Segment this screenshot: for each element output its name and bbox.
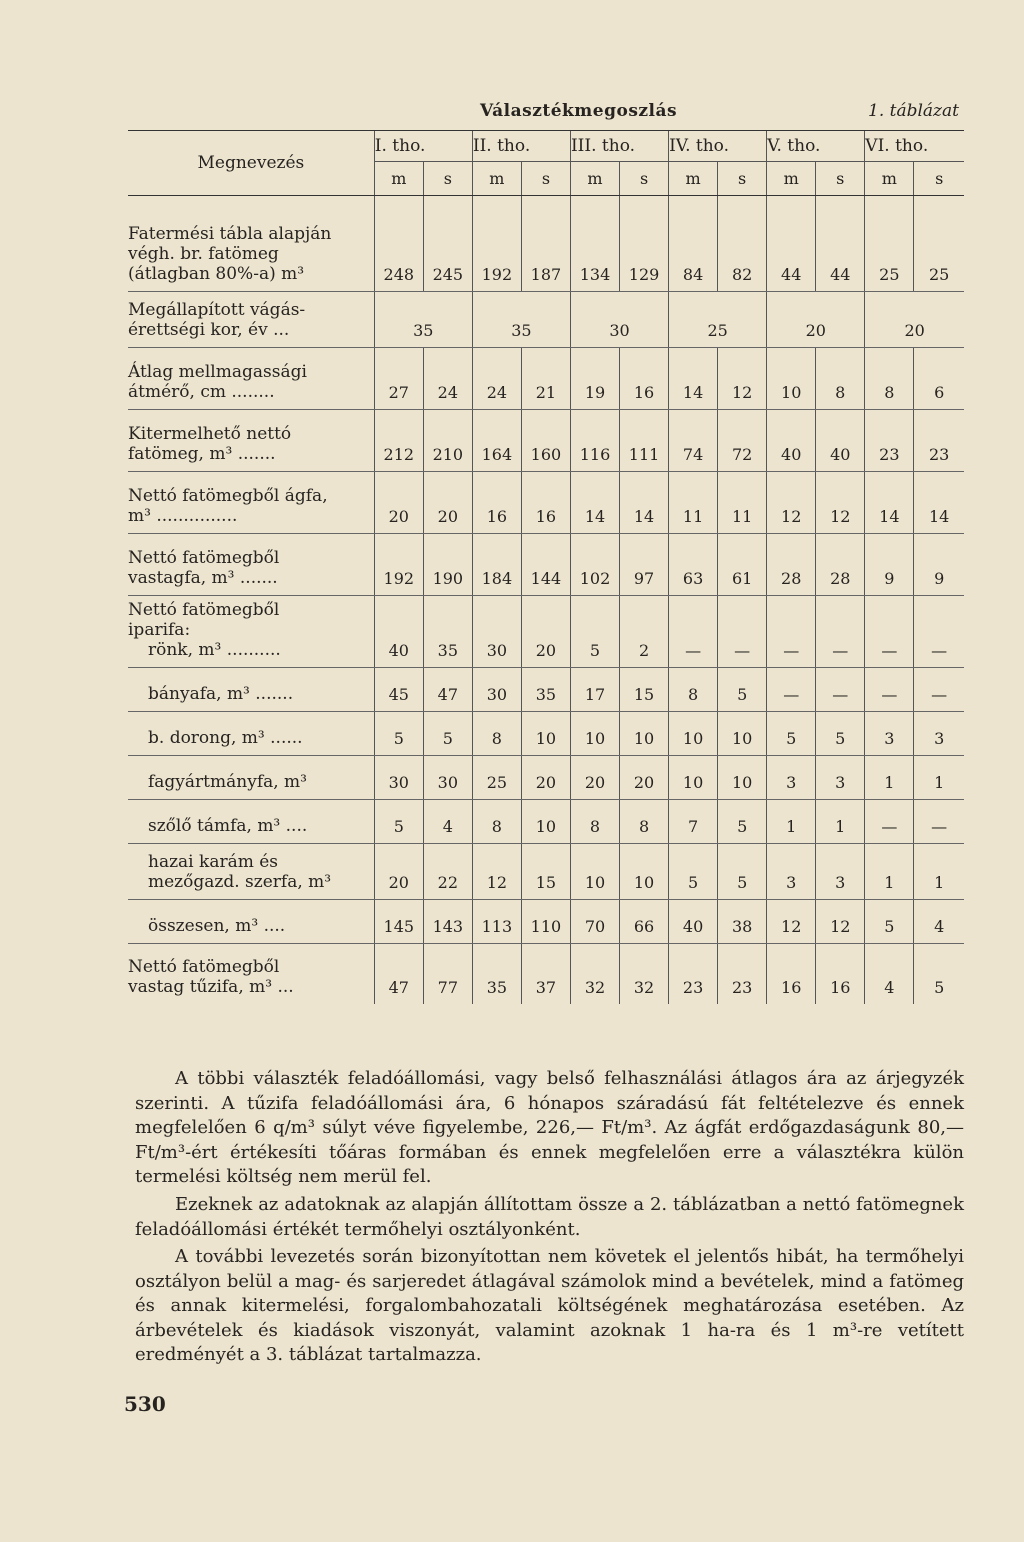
- table-cell: 12: [767, 900, 816, 944]
- class-header: III. tho.: [570, 131, 668, 162]
- table-cell: 164: [472, 410, 521, 472]
- table-cell: 1: [767, 800, 816, 844]
- table-cell: 1: [816, 800, 865, 844]
- table-row: [128, 844, 964, 900]
- table-cell: 20: [521, 596, 570, 668]
- table-cell: 23: [669, 944, 718, 1004]
- table-cell: 30: [423, 756, 472, 800]
- table-cell: 35: [521, 668, 570, 712]
- row-label: [128, 844, 374, 900]
- table-cell: 8: [669, 668, 718, 712]
- table-header: [128, 131, 964, 196]
- row-label-line: (átlagban 80%-a) m³: [128, 264, 305, 284]
- table-number-label: 1. táblázat: [868, 101, 959, 121]
- table-cell: 212: [374, 410, 423, 472]
- table-cell: 110: [521, 900, 570, 944]
- table-cell: 22: [423, 844, 472, 900]
- table-cell: 30: [472, 668, 521, 712]
- table-cell: —: [914, 800, 964, 844]
- table-cell: 97: [620, 534, 669, 596]
- table-row: [128, 800, 964, 844]
- table-cell: 102: [570, 534, 619, 596]
- table-cell: 70: [570, 900, 619, 944]
- table-cell: 9: [914, 534, 964, 596]
- table-cell: 14: [914, 472, 964, 534]
- table-cell: 14: [620, 472, 669, 534]
- table-cell: 5: [816, 712, 865, 756]
- table-cell: 32: [620, 944, 669, 1004]
- table-cell: 47: [374, 944, 423, 1004]
- name-column-header: Megnevezés: [128, 131, 374, 196]
- coppice-origin-header: s: [620, 162, 669, 196]
- seed-origin-header: m: [570, 162, 619, 196]
- table-row: [128, 472, 964, 534]
- table-cell: 9: [865, 534, 914, 596]
- row-label-line: átmérő, cm ........: [128, 382, 275, 402]
- table-cell: 1: [914, 844, 964, 900]
- table-cell: 3: [767, 844, 816, 900]
- table-title: Választékmegoszlás: [480, 101, 678, 121]
- table-cell: 12: [718, 348, 767, 410]
- table-cell: 8: [472, 712, 521, 756]
- row-label-line: végh. br. fatömeg: [128, 244, 279, 264]
- table-cell: 4: [914, 900, 964, 944]
- table-cell: 66: [620, 900, 669, 944]
- table-cell: 144: [521, 534, 570, 596]
- table-cell: 16: [472, 472, 521, 534]
- table-cell: 30: [374, 756, 423, 800]
- table-cell: 63: [669, 534, 718, 596]
- row-label-line: hazai karám és: [148, 852, 279, 872]
- table-cell: 24: [423, 348, 472, 410]
- row-label-line: Nettó fatömegből ágfa,: [128, 486, 328, 506]
- row-label: [128, 472, 374, 534]
- table-cell: 10: [620, 844, 669, 900]
- row-label: [128, 534, 374, 596]
- row-label-line: mezőgazd. szerfa, m³: [148, 872, 332, 892]
- row-label: [128, 756, 374, 800]
- row-label: [128, 410, 374, 472]
- table-row: [128, 596, 964, 668]
- table-cell: —: [767, 668, 816, 712]
- table-row: [128, 756, 964, 800]
- table-cell: 20: [865, 292, 964, 348]
- table-cell: 10: [570, 844, 619, 900]
- table-cell: 184: [472, 534, 521, 596]
- seed-origin-header: m: [669, 162, 718, 196]
- table-cell: 21: [521, 348, 570, 410]
- table-cell: 40: [669, 900, 718, 944]
- table-cell: 160: [521, 410, 570, 472]
- table-cell: 12: [816, 900, 865, 944]
- row-label: [128, 196, 374, 292]
- table-cell: 77: [423, 944, 472, 1004]
- table-cell: —: [816, 668, 865, 712]
- table-cell: 10: [718, 712, 767, 756]
- table-cell: 72: [718, 410, 767, 472]
- row-label: [128, 900, 374, 944]
- table-body: [128, 196, 964, 1004]
- row-label-line: b. dorong, m³ ......: [148, 728, 303, 748]
- table-cell: 5: [718, 668, 767, 712]
- table-cell: 20: [374, 472, 423, 534]
- row-label: [128, 668, 374, 712]
- row-label-line: Átlag mellmagassági: [128, 362, 307, 382]
- table-cell: 11: [718, 472, 767, 534]
- table-cell: 30: [472, 596, 521, 668]
- table-cell: 4: [865, 944, 914, 1004]
- table-cell: 14: [669, 348, 718, 410]
- seed-origin-header: m: [865, 162, 914, 196]
- table-cell: 113: [472, 900, 521, 944]
- table-cell: 187: [521, 196, 570, 292]
- table-cell: —: [865, 668, 914, 712]
- table-row: [128, 534, 964, 596]
- table-cell: 143: [423, 900, 472, 944]
- table-cell: 20: [423, 472, 472, 534]
- coppice-origin-header: s: [423, 162, 472, 196]
- row-label-line: Kitermelhető nettó: [128, 424, 292, 444]
- paragraph: Ezeknek az adatoknak az alapján állítottam össze a 2. táblázatban a nettó fatömegnek feladóállomási értékét termőhelyi osztályonként.: [135, 1194, 964, 1240]
- table-cell: 10: [521, 800, 570, 844]
- table-cell: 25: [914, 196, 964, 292]
- table-cell: 129: [620, 196, 669, 292]
- table-cell: 35: [374, 292, 472, 348]
- table-cell: 8: [570, 800, 619, 844]
- table-cell: 25: [472, 756, 521, 800]
- row-label: [128, 712, 374, 756]
- row-label-line: vastag tűzifa, m³ ...: [128, 976, 294, 997]
- class-header: VI. tho.: [865, 131, 964, 162]
- table-cell: 10: [521, 712, 570, 756]
- table-cell: 45: [374, 668, 423, 712]
- table-cell: 1: [865, 756, 914, 800]
- table-cell: 20: [570, 756, 619, 800]
- table-cell: 3: [865, 712, 914, 756]
- table-cell: 35: [472, 292, 570, 348]
- table-cell: 20: [767, 292, 865, 348]
- table-cell: 16: [767, 944, 816, 1004]
- table-cell: 14: [570, 472, 619, 534]
- class-header: V. tho.: [767, 131, 865, 162]
- row-label: [128, 800, 374, 844]
- table-cell: 8: [816, 348, 865, 410]
- table-cell: 8: [865, 348, 914, 410]
- table-cell: 47: [423, 668, 472, 712]
- table-cell: 8: [620, 800, 669, 844]
- table-cell: 5: [865, 900, 914, 944]
- table-cell: 5: [570, 596, 619, 668]
- table-cell: 20: [521, 756, 570, 800]
- table-cell: 10: [669, 712, 718, 756]
- table-cell: 116: [570, 410, 619, 472]
- table-cell: —: [865, 800, 914, 844]
- table-cell: 190: [423, 534, 472, 596]
- row-label-line: összesen, m³ ....: [148, 916, 286, 936]
- table-cell: 1: [865, 844, 914, 900]
- table-cell: —: [865, 596, 914, 668]
- seed-origin-header: m: [767, 162, 816, 196]
- table-cell: 12: [472, 844, 521, 900]
- table-cell: 40: [767, 410, 816, 472]
- table-cell: 82: [718, 196, 767, 292]
- row-label: [128, 944, 374, 1004]
- coppice-origin-header: s: [521, 162, 570, 196]
- table-cell: 28: [767, 534, 816, 596]
- page-number: 530: [124, 1392, 166, 1416]
- table-cell: 30: [570, 292, 668, 348]
- table-cell: 15: [521, 844, 570, 900]
- table-row: [128, 900, 964, 944]
- table-cell: 245: [423, 196, 472, 292]
- row-label-line: Fatermési tábla alapján: [128, 224, 332, 244]
- row-label-line: érettségi kor, év ...: [128, 320, 290, 340]
- table-cell: 44: [767, 196, 816, 292]
- table-cell: 23: [865, 410, 914, 472]
- table-cell: 61: [718, 534, 767, 596]
- table-cell: 210: [423, 410, 472, 472]
- table-row: [128, 712, 964, 756]
- table-cell: 2: [620, 596, 669, 668]
- table-cell: 10: [767, 348, 816, 410]
- table-cell: 5: [669, 844, 718, 900]
- table-cell: 5: [374, 712, 423, 756]
- table-cell: 10: [570, 712, 619, 756]
- row-label-line: fatömeg, m³ .......: [128, 444, 276, 464]
- table-row: [128, 292, 964, 348]
- table-cell: 145: [374, 900, 423, 944]
- table-cell: 5: [423, 712, 472, 756]
- table-cell: 17: [570, 668, 619, 712]
- table-cell: 15: [620, 668, 669, 712]
- table-cell: 5: [914, 944, 964, 1004]
- table-cell: 10: [669, 756, 718, 800]
- table-cell: 23: [718, 944, 767, 1004]
- paragraph: A többi választék feladóállomási, vagy belső felhasználási átlagos ára az árjegyzék szerinti. A tűzifa feladóállomási ára, 6 hónapos száradású fát feltételezve és ennek megfelelően 6 q/m³ súlyt véve figyelembe, 226,— Ft/m³. Az ágfát erdőgazdaságunk 80,— Ft/m³-ért értékesíti tőáras formában és ennek megfelelően erre a választékra külön termelési költség nem merül fel.: [135, 1068, 964, 1188]
- table-cell: 3: [816, 844, 865, 900]
- table-cell: 20: [374, 844, 423, 900]
- row-label-line: fagyártmányfa, m³: [148, 772, 307, 792]
- table-cell: 25: [669, 292, 767, 348]
- table-cell: 134: [570, 196, 619, 292]
- table-cell: 192: [374, 534, 423, 596]
- table-row: [128, 944, 964, 1004]
- table-cell: —: [914, 668, 964, 712]
- table-cell: 6: [914, 348, 964, 410]
- assortment-table: [128, 130, 964, 1004]
- table-cell: —: [669, 596, 718, 668]
- row-label-line: szőlő támfa, m³ ....: [148, 816, 308, 836]
- table-cell: —: [718, 596, 767, 668]
- table-cell: 35: [472, 944, 521, 1004]
- coppice-origin-header: s: [816, 162, 865, 196]
- table-cell: 11: [669, 472, 718, 534]
- row-label-line: rönk, m³ ..........: [148, 640, 281, 660]
- table-cell: 37: [521, 944, 570, 1004]
- table-cell: 74: [669, 410, 718, 472]
- row-label-line: Nettó fatömegből: [128, 548, 280, 568]
- class-header: I. tho.: [374, 131, 472, 162]
- table-cell: 14: [865, 472, 914, 534]
- table-cell: 25: [865, 196, 914, 292]
- table-cell: 3: [767, 756, 816, 800]
- row-label: [128, 596, 374, 668]
- class-header-row: [128, 131, 964, 162]
- class-header: II. tho.: [472, 131, 570, 162]
- table-cell: 3: [816, 756, 865, 800]
- table-cell: 10: [718, 756, 767, 800]
- table-cell: 7: [669, 800, 718, 844]
- table-cell: 1: [914, 756, 964, 800]
- table-row: [128, 196, 964, 292]
- table-cell: 5: [767, 712, 816, 756]
- table-cell: 24: [472, 348, 521, 410]
- coppice-origin-header: s: [718, 162, 767, 196]
- row-label-line: m³ ...............: [128, 506, 238, 526]
- table-cell: 12: [816, 472, 865, 534]
- table-cell: 10: [620, 712, 669, 756]
- row-label-line: iparifa:: [128, 620, 191, 640]
- table-cell: 40: [816, 410, 865, 472]
- row-label-line: bányafa, m³ .......: [148, 684, 294, 704]
- table-cell: 19: [570, 348, 619, 410]
- row-label-line: Megállapított vágás-: [128, 300, 306, 320]
- table-cell: 4: [423, 800, 472, 844]
- table-row: [128, 410, 964, 472]
- table-cell: —: [914, 596, 964, 668]
- table-cell: 16: [620, 348, 669, 410]
- paragraph: A további levezetés során bizonyítottan nem követek el jelentős hibát, ha termőhelyi osztályon belül a mag- és sarjeredet átlagával számolok mind a bevételek, mind a fatömeg és annak kitermelési, forgalombahozatali költségének meghatározása esetében. Az árbevételek és kiadások viszonyát, valamint azoknak 1 ha-ra és 1 m³-re vetített eredményét a 3. táblázat tartalmazza.: [135, 1246, 964, 1366]
- table-cell: 3: [914, 712, 964, 756]
- table-cell: 192: [472, 196, 521, 292]
- table-row: [128, 668, 964, 712]
- table-cell: 20: [620, 756, 669, 800]
- table-cell: 8: [472, 800, 521, 844]
- row-label-line: vastagfa, m³ .......: [128, 568, 278, 588]
- row-label-line: Nettó fatömegből: [128, 600, 280, 620]
- table-cell: 84: [669, 196, 718, 292]
- table-cell: —: [767, 596, 816, 668]
- seed-origin-header: m: [374, 162, 423, 196]
- table-cell: 16: [521, 472, 570, 534]
- class-header: IV. tho.: [669, 131, 767, 162]
- table-cell: 23: [914, 410, 964, 472]
- table-cell: 12: [767, 472, 816, 534]
- table-cell: 40: [374, 596, 423, 668]
- table-cell: 5: [718, 800, 767, 844]
- row-label: [128, 292, 374, 348]
- table-cell: 5: [374, 800, 423, 844]
- table-cell: 38: [718, 900, 767, 944]
- table-cell: 32: [570, 944, 619, 1004]
- seed-origin-header: m: [472, 162, 521, 196]
- row-label: [128, 348, 374, 410]
- table-cell: 44: [816, 196, 865, 292]
- table-cell: 111: [620, 410, 669, 472]
- table-cell: 28: [816, 534, 865, 596]
- table-row: [128, 348, 964, 410]
- table-cell: —: [816, 596, 865, 668]
- table-cell: 16: [816, 944, 865, 1004]
- table-cell: 248: [374, 196, 423, 292]
- table-cell: 27: [374, 348, 423, 410]
- coppice-origin-header: s: [914, 162, 964, 196]
- table-cell: 35: [423, 596, 472, 668]
- table-cell: 5: [718, 844, 767, 900]
- row-label-line: Nettó fatömegből: [128, 956, 280, 977]
